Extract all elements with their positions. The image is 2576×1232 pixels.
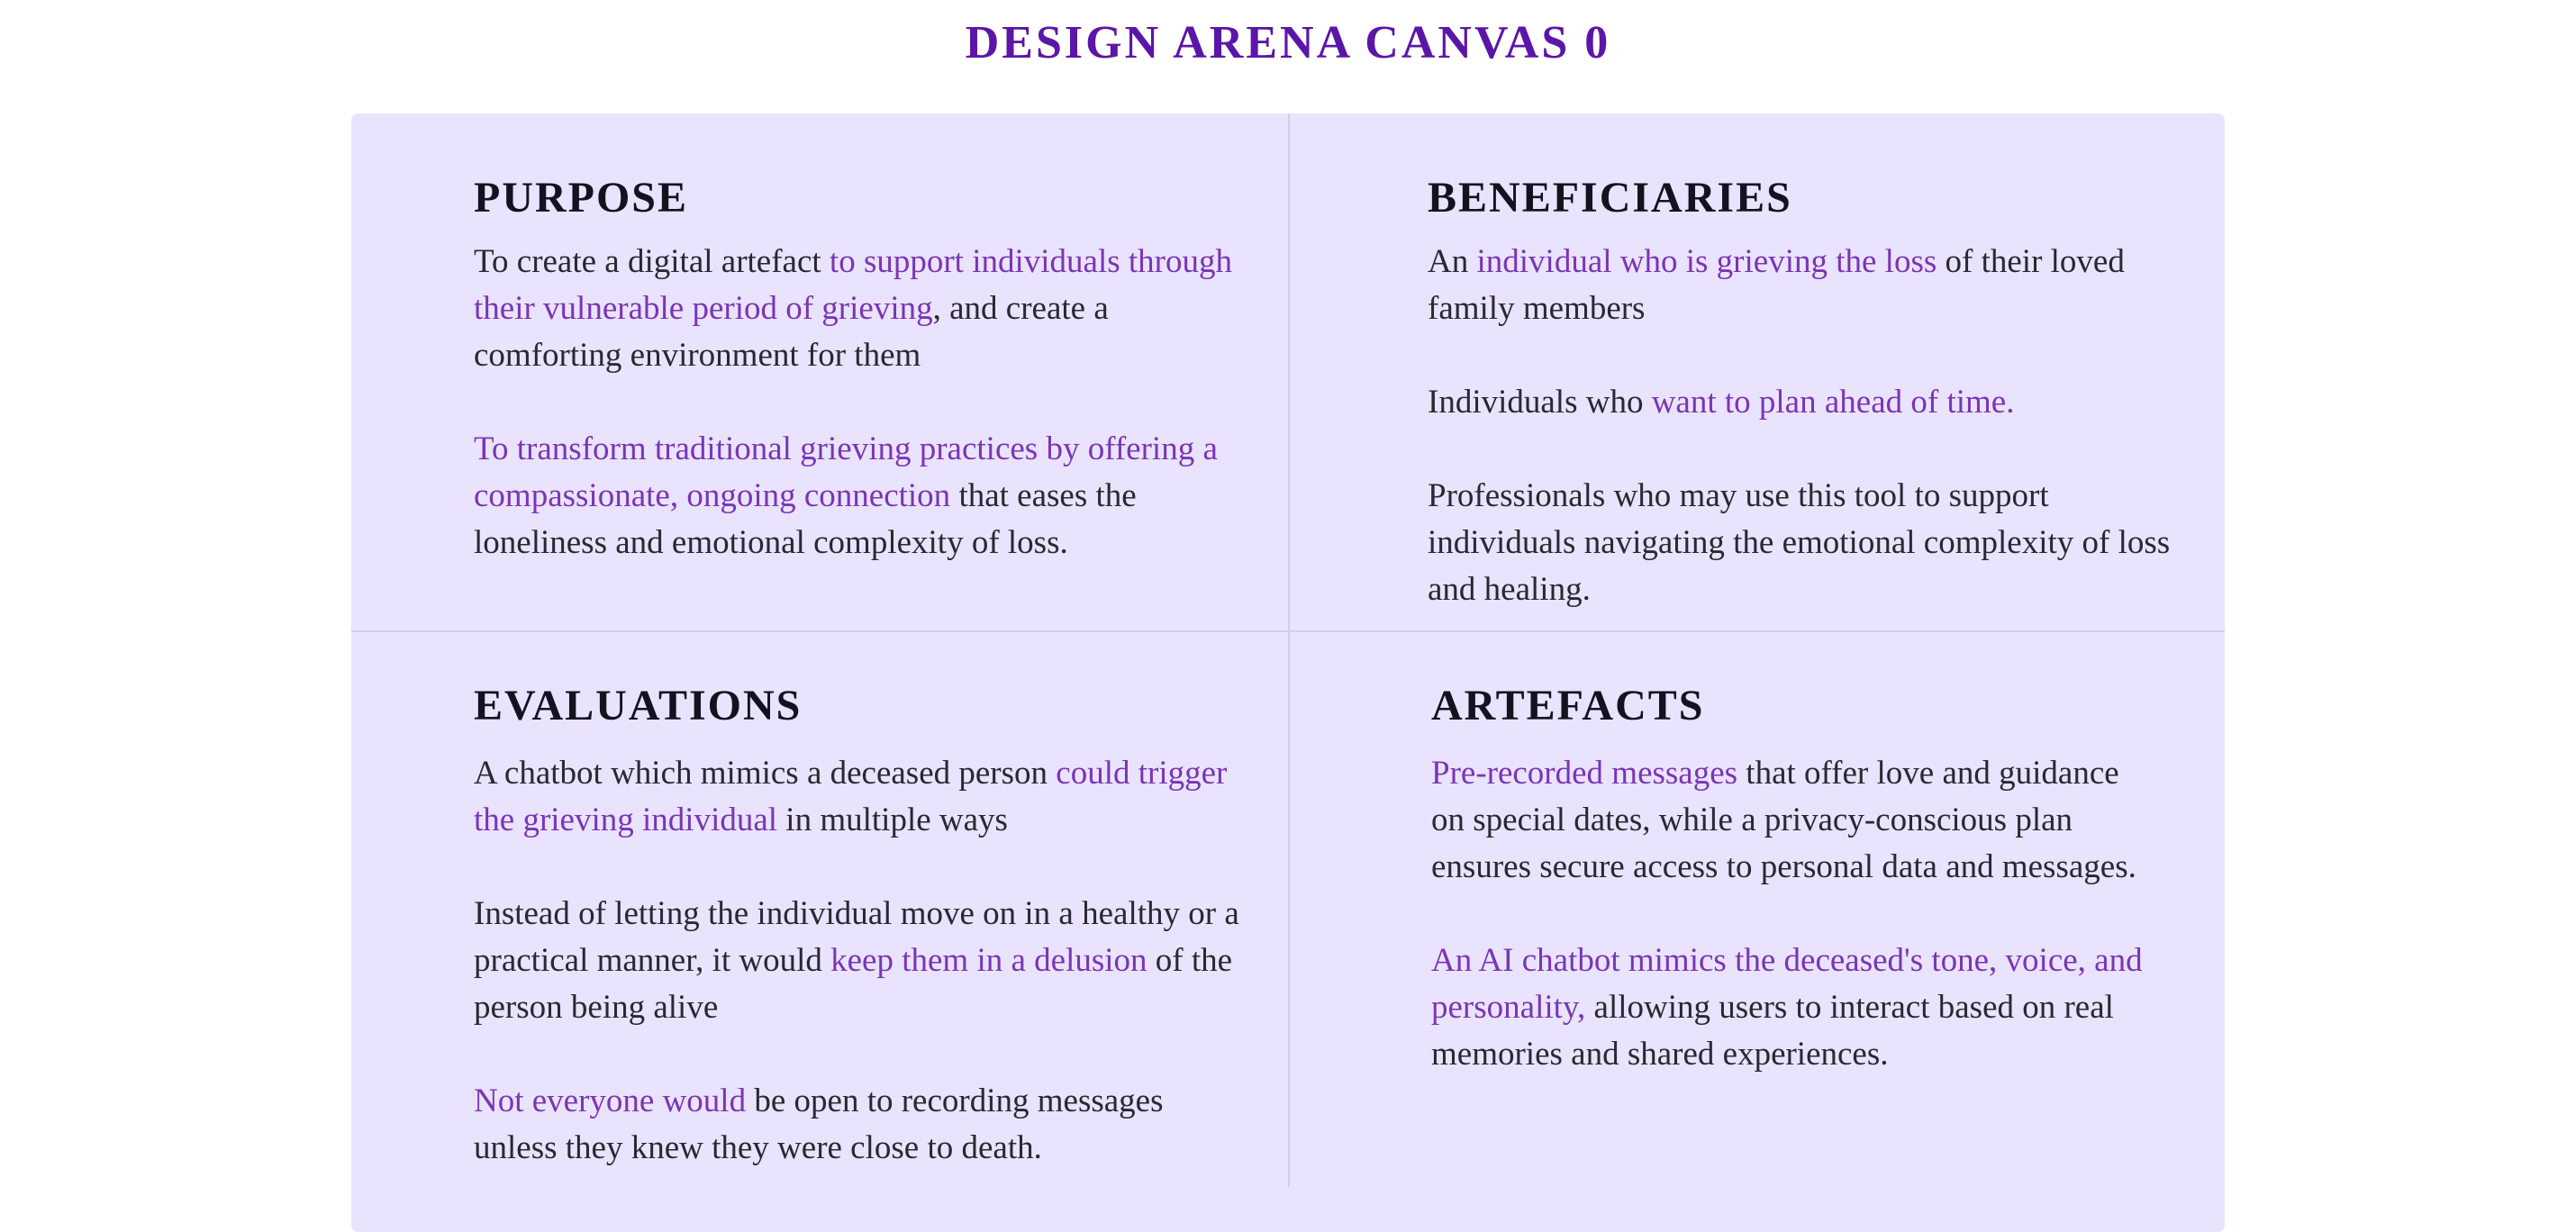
beneficiaries-section <box>1428 173 2184 660</box>
page-title: DESIGN ARENA CANVAS 0 <box>965 17 1611 68</box>
purpose-heading: PURPOSE <box>474 174 689 222</box>
artefacts-p1-text: that offer love and guidance on special dates, while a privacy-conscious plan ensures secure access to personal data and messages. <box>1431 755 2136 885</box>
evaluations-heading: EVALUATIONS <box>474 682 803 729</box>
artefacts-p2-highlight: An AI chatbot mimics the deceased's tone, voice, and personality, <box>1431 942 2143 1026</box>
beneficiaries-p2-text: Individuals who <box>1428 384 1652 421</box>
evaluations-section <box>474 681 1248 1218</box>
purpose-p2-highlight: To transform traditional grieving practices by offering a compassionate, ongoing connection <box>474 430 1218 514</box>
artefacts-p2-text: allowing users to interact based on real memories and shared experiences. <box>1431 989 2114 1073</box>
evaluations-paragraph-2 <box>474 891 1248 1031</box>
purpose-p1-text-end: , and create a comforting environment for them <box>474 290 1109 374</box>
artefacts-section <box>1431 681 2143 1125</box>
evaluations-p1-highlight: could trigger the grieving individual <box>474 755 1228 838</box>
beneficiaries-p1-text: An <box>1428 243 1477 280</box>
purpose-p2-text: that eases the loneliness and emotional complexity of loss. <box>474 477 1137 561</box>
purpose-paragraph-1 <box>474 239 1248 379</box>
evaluations-p3-highlight: Not everyone would <box>474 1083 747 1119</box>
beneficiaries-p1-text-end: of their loved family members <box>1428 243 2125 327</box>
artefacts-paragraph-2 <box>1431 938 2143 1078</box>
beneficiaries-paragraph-3: Professionals who may use this tool to support individuals navigating the emotional complexity of loss and healing. <box>1428 477 2171 608</box>
evaluations-p1-text: A chatbot which mimics a deceased person <box>474 755 1057 792</box>
evaluations-p2-highlight: keep them in a delusion <box>830 942 1147 979</box>
beneficiaries-paragraph-2 <box>1428 379 2184 426</box>
canvas-board <box>351 113 2225 1232</box>
purpose-p1-highlight: to support individuals through their vulnerable period of grieving <box>474 243 1232 327</box>
artefacts-p1-highlight: Pre-recorded messages <box>1431 755 1738 792</box>
evaluations-p2-text-end: of the person being alive <box>474 942 1233 1026</box>
beneficiaries-p2-highlight: want to plan ahead of time. <box>1651 384 2015 421</box>
beneficiaries-p1-highlight: individual who is grieving the loss <box>1476 243 1937 280</box>
purpose-paragraph-2 <box>474 426 1248 566</box>
evaluations-paragraph-1 <box>474 750 1248 844</box>
artefacts-heading: ARTEFACTS <box>1431 682 1705 729</box>
purpose-p1-text: To create a digital artefact <box>474 243 830 280</box>
purpose-section <box>474 173 1248 613</box>
evaluations-p3-text: be open to recording messages unless they knew they were close to death. <box>474 1083 1164 1166</box>
evaluations-p2-text: Instead of letting the individual move on in a healthy or a practical manner, it would <box>474 895 1239 979</box>
evaluations-p1-text-end: in multiple ways <box>777 802 1008 838</box>
vertical-divider <box>1288 113 1290 1187</box>
evaluations-paragraph-3 <box>474 1078 1248 1172</box>
artefacts-paragraph-1 <box>1431 750 2143 891</box>
beneficiaries-paragraph-1 <box>1428 239 2184 332</box>
beneficiaries-heading: BENEFICIARIES <box>1428 174 1792 222</box>
